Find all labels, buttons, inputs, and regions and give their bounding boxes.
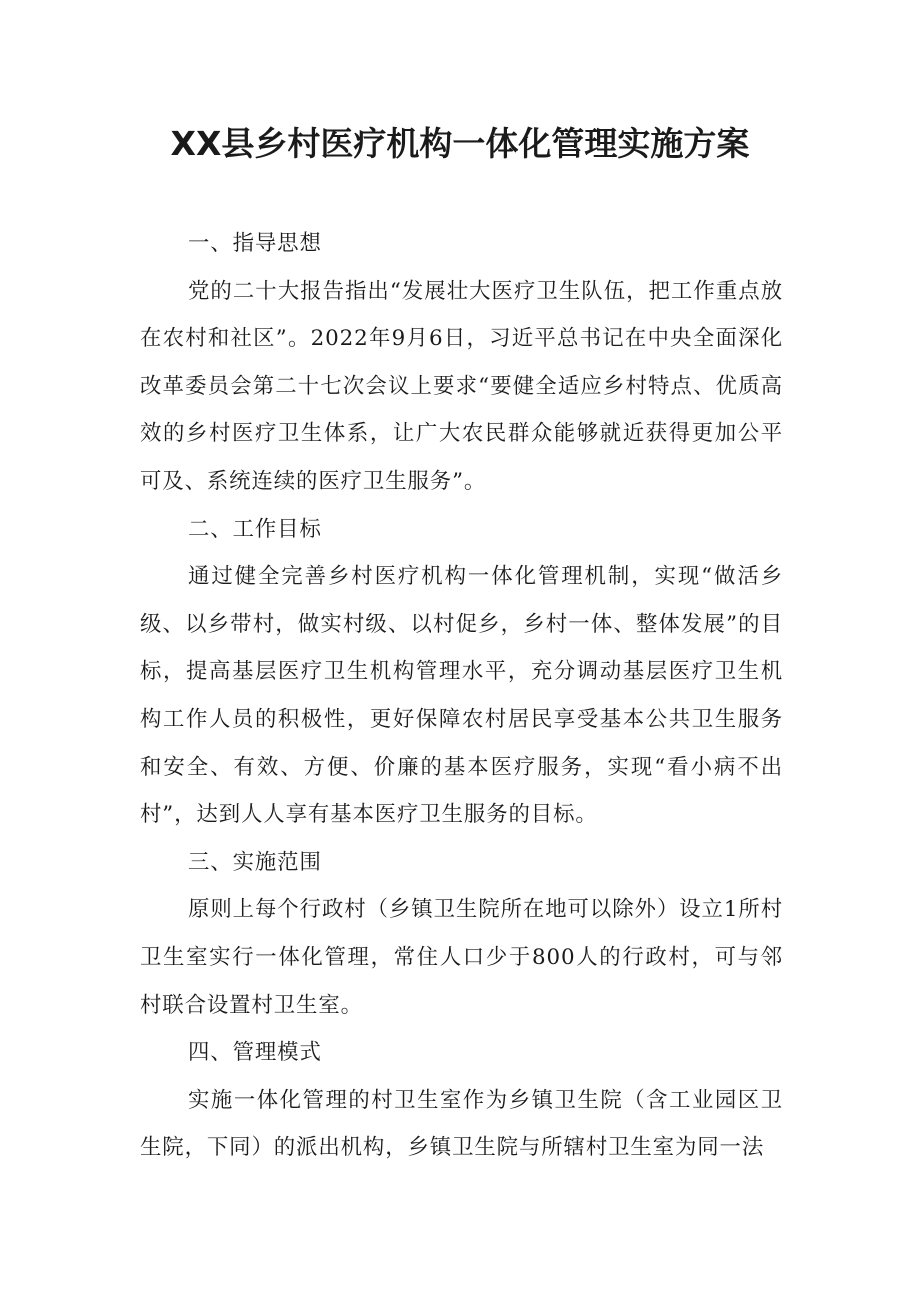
section-paragraph: 原则上每个行政村（乡镇卫生院所在地可以除外）设立1所村卫生室实行一体化管理，常住人口少于800人的行政村，可与邻村联合设置村卫生室。: [140, 897, 783, 1018]
section-implementation-scope: [140, 839, 783, 1029]
section-work-goals: [140, 506, 783, 839]
section-paragraph: 党的二十大报告指出“发展壮大医疗卫生队伍，把工作重点放在农村和社区”。2022年9月6日，习近平总书记在中央全面深化改革委员会第二十七次会议上要求“要健全适应乡村特点、优质高效的乡村医疗卫生体系，让广大农民群众能够就近获得更加公平可及、系统连续的医疗卫生服务”。: [140, 278, 783, 494]
section-guiding-ideology: [140, 220, 783, 506]
document-body: [140, 220, 783, 1172]
section-heading: 三、实施范围: [188, 849, 322, 875]
section-heading: 一、指导思想: [188, 231, 322, 256]
document-title: XX县乡村医疗机构一体化管理实施方案: [170, 124, 750, 163]
section-management-mode: [140, 1029, 783, 1172]
section-paragraph: 实施一体化管理的村卫生室作为乡镇卫生院（含工业园区卫生院，下同）的派出机构，乡镇卫生院与所辖村卫生室为同一法: [140, 1087, 783, 1161]
section-heading: 四、管理模式: [188, 1040, 322, 1066]
section-heading: 二、工作目标: [188, 516, 322, 542]
section-paragraph: 通过健全完善乡村医疗机构一体化管理机制，实现“做活乡级、以乡带村，做实村级、以村促乡，乡村一体、整体发展”的目标，提高基层医疗卫生机构管理水平，充分调动基层医疗卫生机构工作人员的积极性，更好保障农村居民享受基本公共卫生服务和安全、有效、方便、价廉的基本医疗服务，实现“看小病不出村”，达到人人享有基本医疗卫生服务的目标。: [140, 564, 783, 828]
